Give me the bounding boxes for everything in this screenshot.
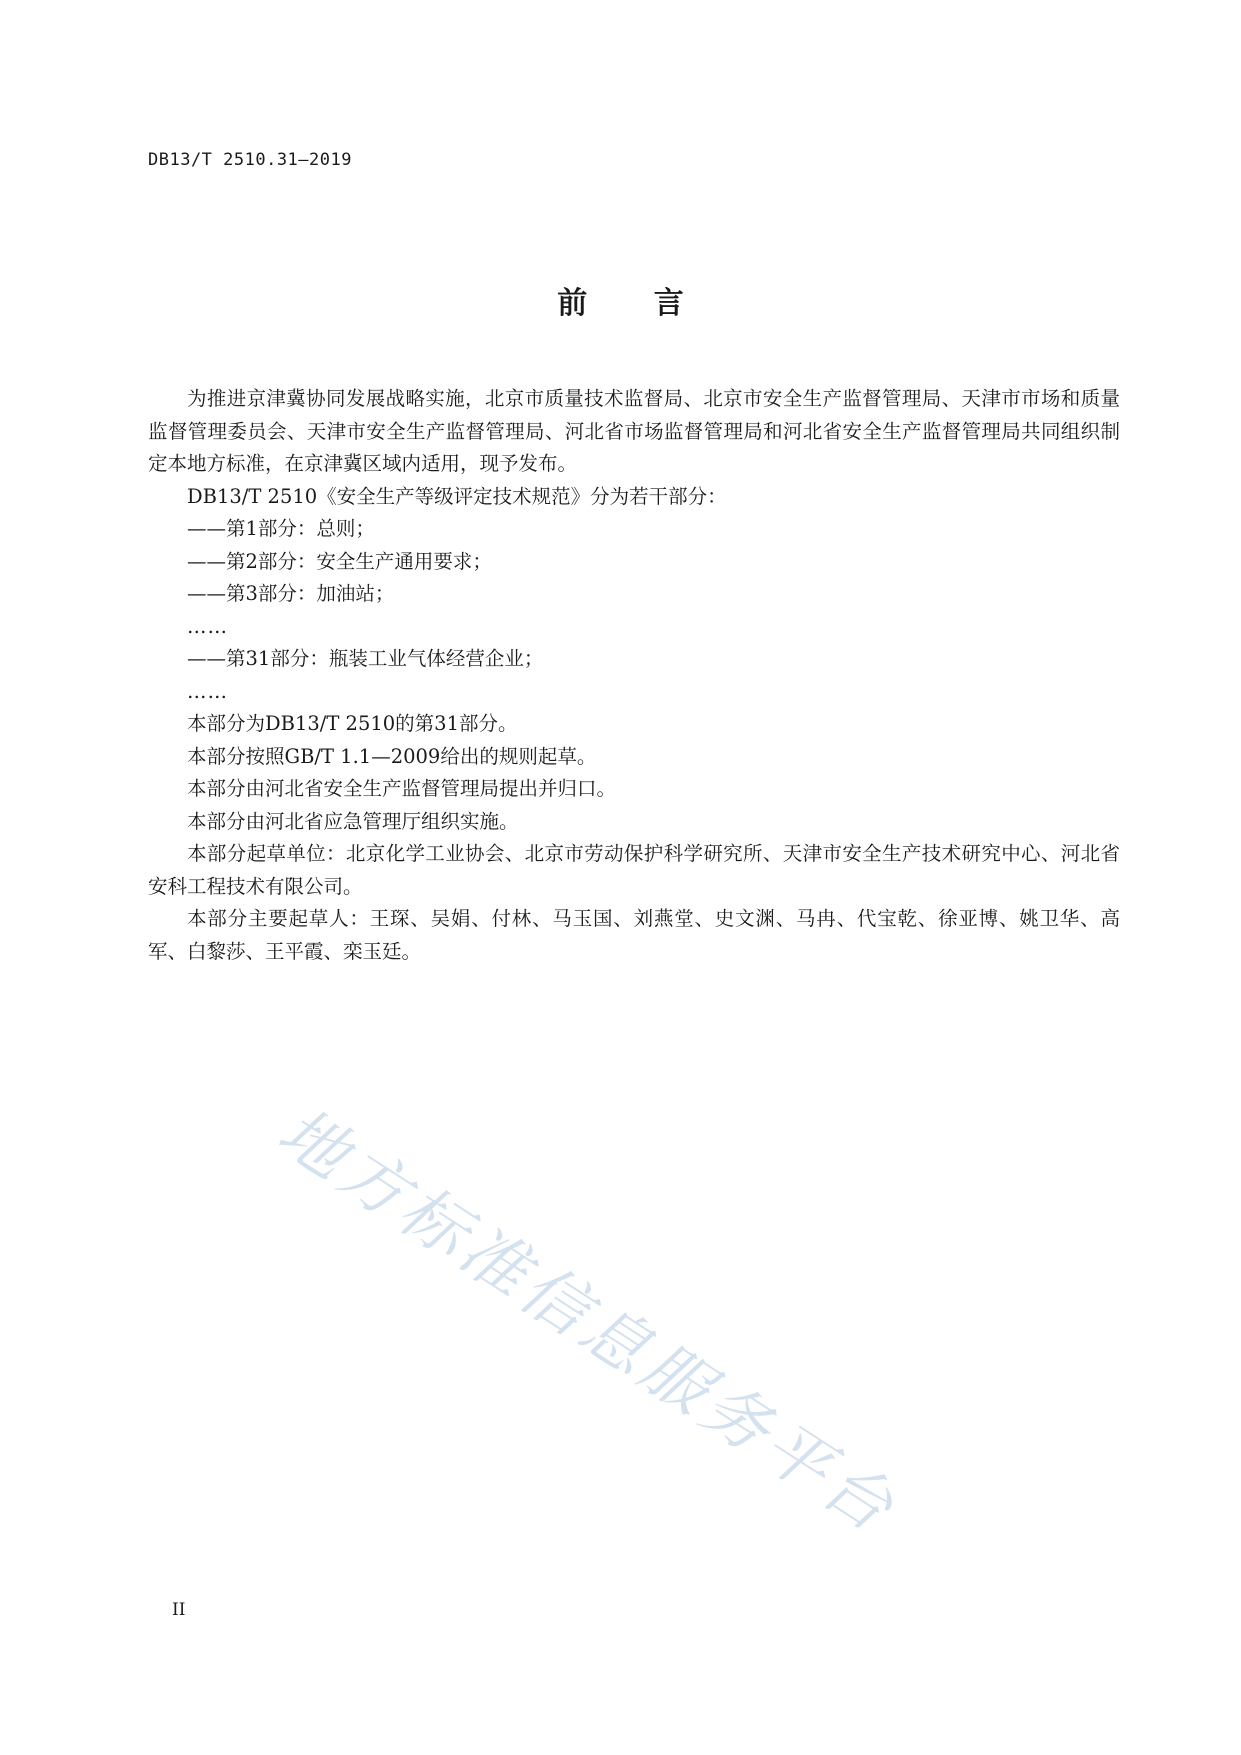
list-item: ——第3部分：加油站； <box>187 582 395 605</box>
watermark: 地方标准信息服务平台 <box>264 1092 911 1550</box>
document-code: DB13/T 2510.31—2019 <box>148 150 352 170</box>
list-item: ——第31部分：瓶装工业气体经营企业； <box>187 647 544 670</box>
paragraph-intro: 为推进京津冀协同发展战略实施，北京市质量技术监督局、北京市安全生产监督管理局、天津市市场和质量监督管理委员会、天津市安全生产监督管理局、河北省市场监督管理局和河北省安全生产监督管理局共同组织制定本地方标准，在京津冀区域内适用，现予发布。 <box>148 387 1120 475</box>
ellipsis: …… <box>187 614 228 638</box>
page-number: II <box>172 1600 186 1620</box>
paragraph-drafting-units: 本部分起草单位：北京化学工业协会、北京市劳动保护科学研究所、天津市安全生产技术研究中心、河北省安科工程技术有限公司。 <box>148 842 1120 898</box>
paragraph-drafters: 本部分主要起草人：王琛、吴娟、付林、马玉国、刘燕堂、史文渊、马冉、代宝乾、徐亚博、姚卫华、高军、白黎莎、王平霞、栾玉廷。 <box>148 907 1120 963</box>
list-item: ——第2部分：安全生产通用要求； <box>187 549 492 573</box>
paragraph-drafting-rules: 本部分按照GB/T 1.1—2009给出的规则起草。 <box>187 744 597 768</box>
ellipsis: …… <box>187 679 228 703</box>
list-item: ——第1部分：总则； <box>187 517 375 540</box>
paragraph-part-number: 本部分为DB13/T 2510的第31部分。 <box>187 712 518 735</box>
paragraph-parts-intro: DB13/T 2510《安全生产等级评定技术规范》分为若干部分： <box>187 484 727 508</box>
foreword-body <box>148 383 1120 968</box>
page-title: 前 言 <box>557 286 712 321</box>
paragraph-proposer: 本部分由河北省安全生产监督管理局提出并归口。 <box>187 777 617 800</box>
paragraph-implementer: 本部分由河北省应急管理厅组织实施。 <box>187 809 519 833</box>
